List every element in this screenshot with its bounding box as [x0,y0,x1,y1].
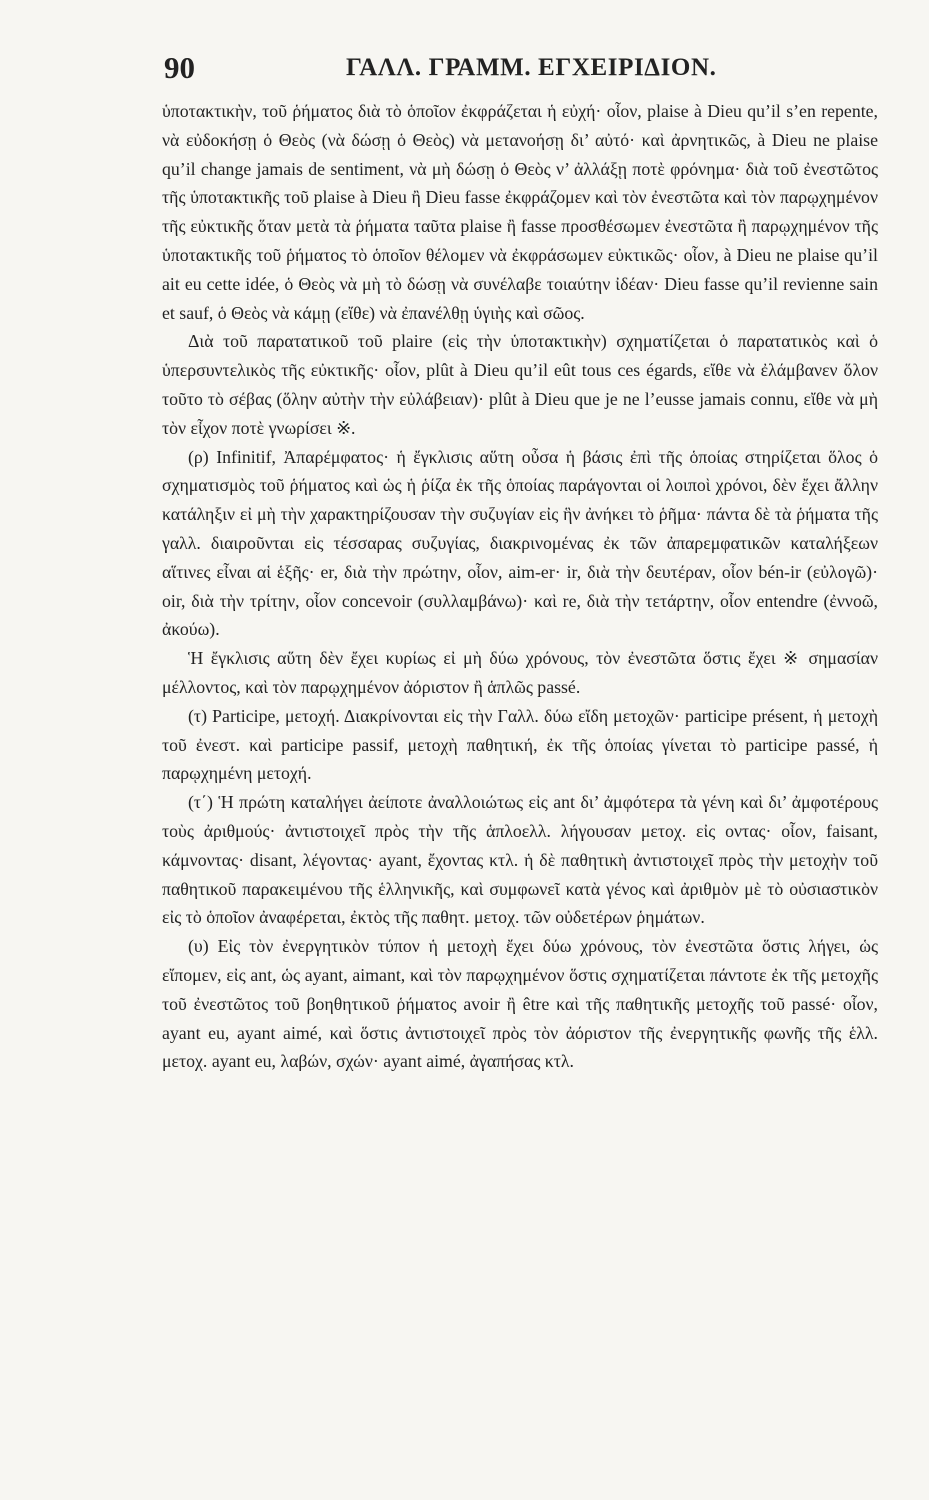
paragraph: Διὰ τοῦ παρατατικοῦ τοῦ plaire (εἰς τὴν ὑποτακτικὴν) σχηματίζεται ὁ παρατατικὸς καὶ ὁ ὑπερσυντελικὸς τῆς εὐκτικῆς· οἷον, plût à Dieu qu’il eût tous ces égards, εἴθε νὰ ἐλάμβανεν ὅλον τοῦτο τὸ σέβας (ὅλην αὐτὴν τὴν εὐλάβειαν)· plût à Dieu que je ne l’eusse jamais connu, εἴθε νὰ μὴ τὸν εἶχον ποτὲ γνωρίσει ※. [162,331,878,438]
paragraph: (τ΄) Ἡ πρώτη καταλήγει ἀείποτε ἀναλλοιώτως εἰς ant δι’ ἀμφότερα τὰ γένη καὶ δι’ ἀμφοτέρους τοὺς ἀριθμούς· ἀντιστοιχεῖ πρὸς τὴν τῆς ἁπλοελλ. λήγουσαν μετοχ. εἰς οντας· οἷον, faisant, κάμνοντας· disant, λέγοντας· ayant, ἔχοντας κτλ. ἡ δὲ παθητικὴ ἀντιστοιχεῖ πρὸς τὴν μετοχὴν τοῦ παθητικοῦ παρακειμένου τῆς ἑλληνικῆς, καὶ συμφωνεῖ κατὰ γένος καὶ ἀριθμὸν μὲ τὸ οὐσιαστικὸν εἰς τὸ ὁποῖον ἀναφέρεται, ἐκτὸς τῆς παθητ. μετοχ. τῶν οὐδετέρων ῥημάτων. [162,792,878,928]
paragraph: (υ) Εἰς τὸν ἐνεργητικὸν τύπον ἡ μετοχὴ ἔχει δύω χρόνους, τὸν ἐνεστῶτα ὅστις λήγει, ὡς εἴπομεν, εἰς ant, ὡς ayant, aimant, καὶ τὸν παρῳχημένον ὅστις σχηματίζεται πάντοτε ἐκ τῆς μετοχῆς τοῦ ἐνεστῶτος τοῦ βοηθητικοῦ ῥήματος avoir ἢ être καὶ τῆς παθητικῆς μετοχῆς τοῦ passé· οἷον, ayant eu, ayant aimé, καὶ ὅστις ἀντιστοιχεῖ πρὸς τὸν ἀόριστον τῆς ἐνεργητικῆς φωνῆς τῆς ἑλλ. μετοχ. ayant eu, λαβών, σχών· ayant aimé, ἀγαπήσας κτλ. [162,936,878,1072]
paragraph: Ἡ ἔγκλισις αὕτη δὲν ἔχει κυρίως εἰ μὴ δύω χρόνους, τὸν ἐνεστῶτα ὅστις ἔχει ※ σημασίαν μέλλοντος, καὶ τὸν παρῳχημένον ἀόριστον ἢ ἁπλῶς passé. [162,648,878,697]
paragraph: ὑποτακτικὴν, τοῦ ῥήματος διὰ τὸ ὁποῖον ἐκφράζεται ἡ εὐχή· οἷον, plaise à Dieu qu’il s’en repente, νὰ εὐδοκήσῃ ὁ Θεὸς (νὰ δώσῃ ὁ Θεὸς) νὰ μετανοήσῃ δι’ αὐτό· καὶ ἀρνητικῶς, à Dieu ne plaise qu’il change jamais de sentiment, νὰ μὴ δώσῃ ὁ Θεὸς ν’ ἀλλάξῃ ποτὲ φρόνημα· διὰ τοῦ ἐνεστῶτος τῆς ὑποτακτικῆς τοῦ plaise à Dieu ἢ Dieu fasse ἐκφράζομεν καὶ τὸν ἐνεστῶτα καὶ τὸν παρῳχημένον τῆς εὐκτικῆς ὅταν μετὰ τὰ ῥήματα ταῦτα plaise ἢ fasse προσθέσωμεν ἐνεστῶτα ἢ παρῳχημένον τῆς ὑποτακτικῆς τοῦ ῥήματος τὸ ὁποῖον θέλομεν νὰ ἐκφράσωμεν εὐκτικῶς· οἷον, à Dieu ne plaise qu’il ait eu cette idée, ὁ Θεὸς νὰ μὴ τὸ δώσῃ νὰ συνέλαβε τοιαύτην ἰδέαν· Dieu fasse qu’il revienne sain et sauf, ὁ Θεὸς νὰ κάμῃ (εἴθε) νὰ ἐπανέλθῃ ὑγιὴς καὶ σῶος. [162,101,878,323]
page-header [160,50,880,94]
body-text [162,97,878,1076]
paragraph: (ρ) Infinitif, Ἀπαρέμφατος· ἡ ἔγκλισις αὕτη οὖσα ἡ βάσις ἐπὶ τῆς ὁποίας στηρίζεται ὅλος ὁ σχηματισμὸς τοῦ ῥήματος καὶ ὡς ἡ ῥίζα ἐκ τῆς ὁποίας παράγονται οἱ λοιποὶ χρόνοι, δὲν ἔχει ἄλλην κατάληξιν εἰ μὴ τὴν χαρακτηρίζουσαν τὴν συζυγίαν εἰς ἣν ἀνήκει τὸ ῥῆμα· πάντα δὲ τὰ ῥήματα τῆς γαλλ. διαιροῦνται εἰς τέσσαρας συζυγίας, διακρινομένας ἐκ τῶν ἀπαρεμφατικῶν καταλήξεων αἵτινες εἶναι αἱ ἑξῆς· er, διὰ τὴν πρώτην, οἷον, aim-er· ir, διὰ τὴν δευτέραν, οἷον bén-ir (εὐλογῶ)· oir, διὰ τὴν τρίτην, οἷον concevoir (συλλαμβάνω)· καὶ re, διὰ τὴν τετάρτην, οἷον entendre (ἐννοῶ, ἀκούω). [162,446,878,640]
running-title: ΓΑΛΛ. ΓΡΑΜΜ. ΕΓΧΕΙΡΙΔΙΟΝ. [346,54,717,81]
paragraph: (τ) Participe, μετοχή. Διακρίνονται εἰς τὴν Γαλλ. δύω εἴδη μετοχῶν· participe présent, ἡ μετοχὴ τοῦ ἐνεστ. καὶ participe passif, μετοχὴ παθητική, ἐκ τῆς ὁποίας γίνεται τὸ participe passé, ἡ παρῳχημένη μετοχή. [162,705,878,784]
page-number: 90 [164,50,195,85]
